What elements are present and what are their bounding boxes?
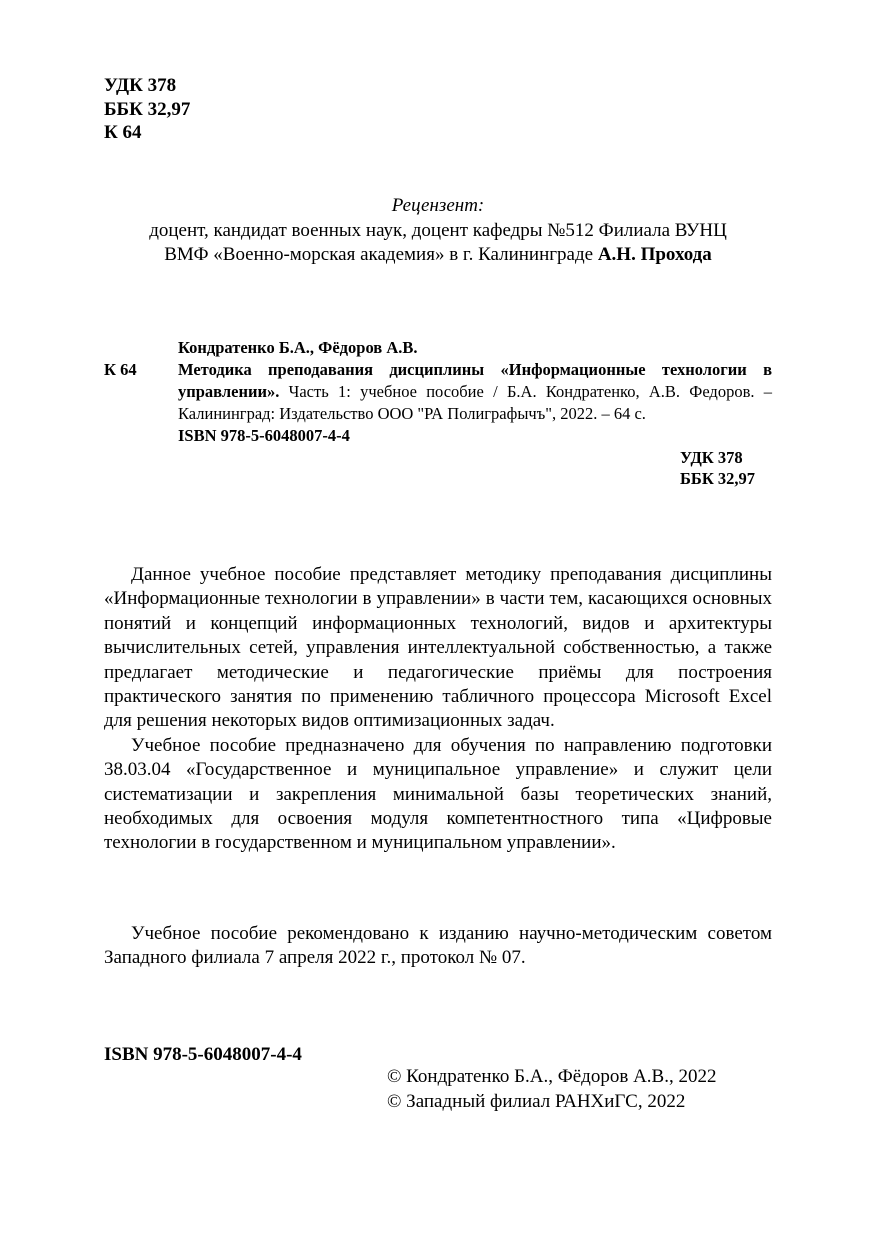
author-mark: К 64 <box>104 122 142 143</box>
annotation <box>104 563 772 856</box>
copyright-block <box>387 1065 716 1114</box>
bibliographic-details: Часть 1: учебное пособие / Б.А. Кондратенко, А.В. Федоров. – Калининград: Издательство ООО "РА Полиграфычъ", 2022. – 64 с. <box>178 382 772 423</box>
bbk-code: ББК 32,97 <box>104 98 191 120</box>
copyright-line-2: © Западный филиал РАНХиГС, 2022 <box>387 1090 686 1112</box>
bibliographic-bbk: ББК 32,97 <box>680 469 756 488</box>
reviewer-name: А.Н. Прохода <box>597 244 712 265</box>
recommendation <box>104 922 772 971</box>
annotation-paragraph-2: Учебное пособие предназначено для обучения по направлению подготовки 38.03.04 «Государственное и муниципальное управление» и служит цели систематизации и закрепления минимальной базы теоретических знаний, необходимых для освоения модуля компетентностного типа «Цифровые технологии в государственном и муниципальном управлении». <box>104 734 772 854</box>
isbn: ISBN 978-5-6048007-4-4 <box>104 1044 302 1065</box>
reviewer-affiliation: ВМФ «Военно-морская академия» в г. Калининграде <box>164 244 598 265</box>
bibliographic-description <box>178 359 772 425</box>
reviewer-title: Рецензент: <box>391 195 485 216</box>
reviewer-line-1: доцент, кандидат военных наук, доцент кафедры №512 Филиала ВУНЦ <box>149 219 727 241</box>
bibliographic-title: Методика преподавания дисциплины «Информационные технологии в управлении». <box>178 360 772 401</box>
reviewer-line-2 <box>100 243 776 268</box>
bibliographic-udk: УДК 378 <box>680 448 743 467</box>
bibliographic-mark: К 64 <box>104 360 137 379</box>
copyright-line-1: © Кондратенко Б.А., Фёдоров А.В., 2022 <box>387 1066 717 1087</box>
udk-code: УДК 378 <box>104 75 177 96</box>
recommendation-text: Учебное пособие рекомендовано к изданию научно-методическим советом Западного филиала 7 апреля 2022 г., протокол № 07. <box>104 923 772 969</box>
bibliographic-entry <box>178 337 772 447</box>
reviewer-block <box>100 194 776 268</box>
bibliographic-authors: Кондратенко Б.А., Фёдоров А.В. <box>178 338 418 357</box>
bibliographic-isbn: ISBN 978-5-6048007-4-4 <box>178 426 350 445</box>
classification-codes <box>104 74 190 145</box>
bibliographic-codes <box>680 447 755 489</box>
annotation-paragraph-1: Данное учебное пособие представляет методику преподавания дисциплины «Информационные технологии в управлении» в части тем, касающихся основных понятий и концепций информационных технологий, видов и архитектуры вычислительных сетей, управления интеллектуальной собственностью, а также предлагает методические и педагогические приёмы для построения практического занятия по применению табличного процессора Microsoft Excel для решения некоторых видов оптимизационных задач. <box>104 564 772 732</box>
